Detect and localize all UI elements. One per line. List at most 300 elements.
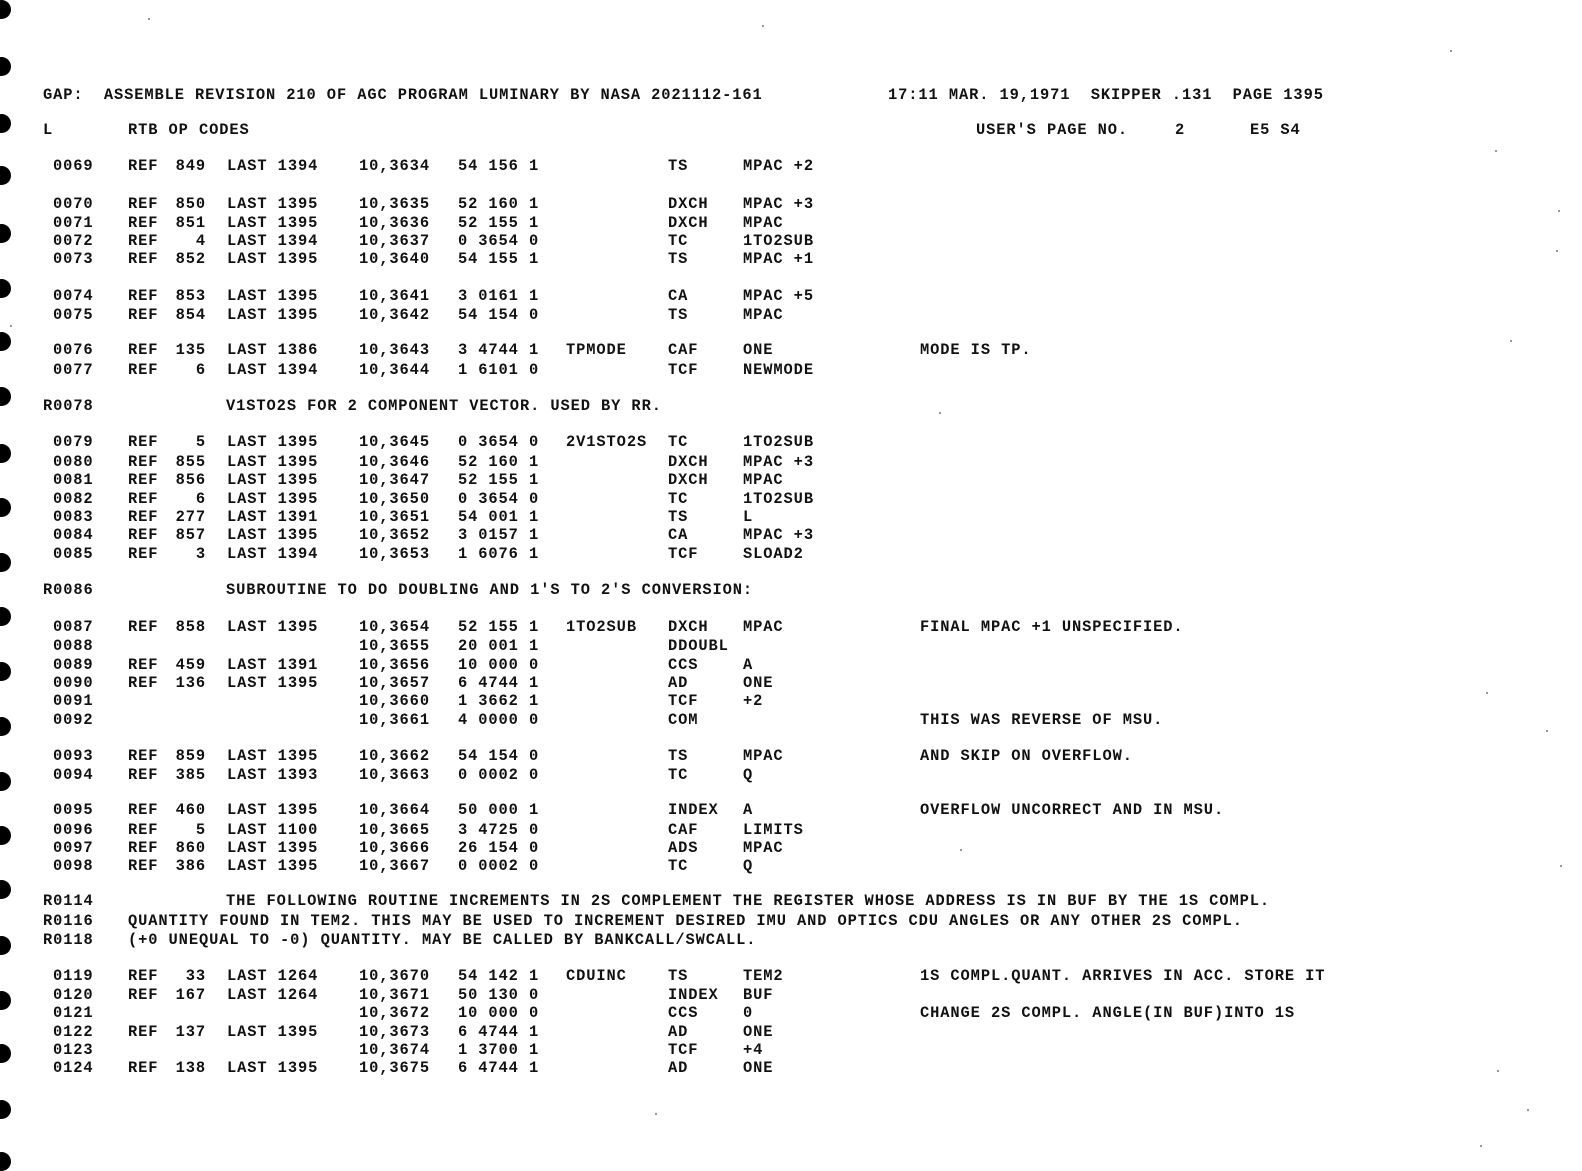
operand: ONE	[743, 1059, 774, 1077]
machine-code: 54 156 1	[458, 157, 540, 175]
last-page: LAST 1395	[227, 287, 319, 305]
subheader-marker: L	[43, 121, 54, 139]
address: 10,3653	[359, 545, 430, 563]
ref-number: 856	[175, 471, 206, 489]
address: 10,3640	[359, 250, 430, 268]
opcode: DXCH	[668, 471, 709, 489]
operand: MPAC +5	[743, 287, 814, 305]
listing-line	[0, 306, 1582, 324]
opcode: CAF	[668, 821, 699, 839]
line-number: 0097	[53, 839, 94, 857]
last-page: LAST 1395	[227, 1059, 319, 1077]
opcode: AD	[668, 1023, 689, 1041]
operand: MPAC	[743, 747, 784, 765]
opcode: DDOUBL	[668, 637, 729, 655]
line-number: 0121	[53, 1004, 94, 1022]
ref-number: 137	[175, 1023, 206, 1041]
address: 10,3643	[359, 341, 430, 359]
line-number: 0070	[53, 195, 94, 213]
line-number: 0087	[53, 618, 94, 636]
punch-hole	[0, 1100, 11, 1119]
ref-number: 135	[175, 341, 206, 359]
scan-speck	[10, 325, 12, 327]
operand: ONE	[743, 1023, 774, 1041]
last-page: LAST 1394	[227, 545, 319, 563]
last-page: LAST 1394	[227, 361, 319, 379]
listing-line	[0, 711, 1582, 729]
label: TPMODE	[566, 341, 627, 359]
ref-keyword: REF	[128, 195, 159, 213]
last-page: LAST 1395	[227, 250, 319, 268]
last-page: LAST 1395	[227, 433, 319, 451]
opcode: TS	[668, 157, 689, 175]
line-number: 0088	[53, 637, 94, 655]
ref-keyword: REF	[128, 986, 159, 1004]
operand: Q	[743, 857, 754, 875]
ref-keyword: REF	[128, 157, 159, 175]
last-page: LAST 1393	[227, 766, 319, 784]
address: 10,3664	[359, 801, 430, 819]
listing-line	[0, 747, 1582, 765]
machine-code: 52 155 1	[458, 214, 540, 232]
remark-line	[0, 397, 1582, 415]
ref-number: 852	[175, 250, 206, 268]
opcode: DXCH	[668, 618, 709, 636]
machine-code: 54 154 0	[458, 747, 540, 765]
opcode: TS	[668, 306, 689, 324]
ref-keyword: REF	[128, 618, 159, 636]
machine-code: 0 3654 0	[458, 232, 540, 250]
listing-line	[0, 453, 1582, 471]
address: 10,3642	[359, 306, 430, 324]
address: 10,3645	[359, 433, 430, 451]
last-page: LAST 1395	[227, 857, 319, 875]
scan-speck	[148, 18, 150, 20]
listing-line	[0, 508, 1582, 526]
punch-hole	[0, 0, 11, 19]
line-number: 0119	[53, 967, 94, 985]
opcode: TC	[668, 766, 689, 784]
address: 10,3647	[359, 471, 430, 489]
ref-number: 5	[195, 821, 206, 839]
ref-keyword: REF	[128, 453, 159, 471]
listing-line	[0, 287, 1582, 305]
line-number: 0079	[53, 433, 94, 451]
opcode: TC	[668, 232, 689, 250]
operand: NEWMODE	[743, 361, 814, 379]
address: 10,3670	[359, 967, 430, 985]
listing-line	[0, 361, 1582, 379]
operand: ONE	[743, 674, 774, 692]
ref-keyword: REF	[128, 341, 159, 359]
operand: +4	[743, 1041, 764, 1059]
machine-code: 1 6076 1	[458, 545, 540, 563]
ref-number: 4	[195, 232, 206, 250]
opcode: DXCH	[668, 453, 709, 471]
remark-text: QUANTITY FOUND IN TEM2. THIS MAY BE USED TO INCREMENT DESIRED IMU AND OPTICS CDU ANGLES OR ANY OTHER 2S COMPL.	[128, 912, 1243, 930]
opcode: TC	[668, 490, 689, 508]
ref-number: 167	[175, 986, 206, 1004]
last-page: LAST 1395	[227, 195, 319, 213]
last-page: LAST 1394	[227, 157, 319, 175]
scan-speck	[1480, 1145, 1482, 1147]
address: 10,3675	[359, 1059, 430, 1077]
machine-code: 0 3654 0	[458, 433, 540, 451]
line-number: 0081	[53, 471, 94, 489]
last-page: LAST 1264	[227, 967, 319, 985]
remark-text: V1STO2S FOR 2 COMPONENT VECTOR. USED BY RR.	[226, 397, 662, 415]
comment: THIS WAS REVERSE OF MSU.	[920, 711, 1164, 729]
last-page: LAST 1394	[227, 232, 319, 250]
ref-number: 858	[175, 618, 206, 636]
remark-line	[0, 581, 1582, 599]
machine-code: 3 0161 1	[458, 287, 540, 305]
ref-keyword: REF	[128, 250, 159, 268]
ref-keyword: REF	[128, 471, 159, 489]
opcode: AD	[668, 1059, 689, 1077]
listing-line	[0, 674, 1582, 692]
line-number: 0075	[53, 306, 94, 324]
line-number: 0124	[53, 1059, 94, 1077]
address: 10,3657	[359, 674, 430, 692]
machine-code: 0 3654 0	[458, 490, 540, 508]
operand: 1TO2SUB	[743, 232, 814, 250]
ref-number: 6	[195, 490, 206, 508]
opcode: TCF	[668, 692, 699, 710]
section-title: RTB OP CODES	[128, 121, 250, 139]
machine-code: 54 154 0	[458, 306, 540, 324]
ref-keyword: REF	[128, 545, 159, 563]
address: 10,3636	[359, 214, 430, 232]
listing-line	[0, 1059, 1582, 1077]
last-page: LAST 1395	[227, 306, 319, 324]
remark-number: R0118	[43, 931, 94, 949]
line-number: 0073	[53, 250, 94, 268]
address: 10,3660	[359, 692, 430, 710]
address: 10,3666	[359, 839, 430, 857]
line-number: 0096	[53, 821, 94, 839]
line-number: 0072	[53, 232, 94, 250]
ref-keyword: REF	[128, 490, 159, 508]
last-page: LAST 1395	[227, 674, 319, 692]
ref-number: 459	[175, 656, 206, 674]
remark-number: R0116	[43, 912, 94, 930]
scan-speck	[1450, 50, 1452, 52]
machine-code: 20 001 1	[458, 637, 540, 655]
operand: MPAC	[743, 306, 784, 324]
last-page: LAST 1395	[227, 453, 319, 471]
machine-code: 1 3700 1	[458, 1041, 540, 1059]
ref-number: 855	[175, 453, 206, 471]
machine-code: 50 130 0	[458, 986, 540, 1004]
address: 10,3671	[359, 986, 430, 1004]
ref-number: 853	[175, 287, 206, 305]
listing-line	[0, 433, 1582, 451]
operand: ONE	[743, 341, 774, 359]
machine-code: 54 142 1	[458, 967, 540, 985]
line-number: 0094	[53, 766, 94, 784]
listing-line	[0, 250, 1582, 268]
remark-line	[0, 892, 1582, 910]
ref-number: 277	[175, 508, 206, 526]
operand: MPAC	[743, 839, 784, 857]
ref-keyword: REF	[128, 433, 159, 451]
line-number: 0080	[53, 453, 94, 471]
listing-line	[0, 656, 1582, 674]
machine-code: 52 155 1	[458, 471, 540, 489]
comment: FINAL MPAC +1 UNSPECIFIED.	[920, 618, 1184, 636]
last-page: LAST 1395	[227, 618, 319, 636]
line-number: 0083	[53, 508, 94, 526]
line-number: 0093	[53, 747, 94, 765]
comment: MODE IS TP.	[920, 341, 1032, 359]
line-number: 0082	[53, 490, 94, 508]
address: 10,3641	[359, 287, 430, 305]
opcode: TCF	[668, 1041, 699, 1059]
opcode: CCS	[668, 1004, 699, 1022]
listing-line	[0, 195, 1582, 213]
scan-speck	[1495, 150, 1497, 152]
ref-number: 33	[185, 967, 206, 985]
address: 10,3662	[359, 747, 430, 765]
ref-keyword: REF	[128, 821, 159, 839]
machine-code: 10 000 0	[458, 1004, 540, 1022]
ref-keyword: REF	[128, 839, 159, 857]
scan-speck	[1527, 1109, 1529, 1111]
address: 10,3635	[359, 195, 430, 213]
page-header	[0, 86, 1582, 104]
line-number: 0098	[53, 857, 94, 875]
comment: 1S COMPL.QUANT. ARRIVES IN ACC. STORE IT	[920, 967, 1326, 985]
ref-number: 850	[175, 195, 206, 213]
ref-keyword: REF	[128, 674, 159, 692]
machine-code: 6 4744 1	[458, 1059, 540, 1077]
line-number: 0095	[53, 801, 94, 819]
listing-line	[0, 692, 1582, 710]
operand: +2	[743, 692, 764, 710]
address: 10,3667	[359, 857, 430, 875]
listing-line	[0, 766, 1582, 784]
opcode: TS	[668, 747, 689, 765]
machine-code: 54 155 1	[458, 250, 540, 268]
remark-number: R0086	[43, 581, 94, 599]
line-number: 0084	[53, 526, 94, 544]
opcode: TS	[668, 508, 689, 526]
address: 10,3674	[359, 1041, 430, 1059]
operand: MPAC +3	[743, 195, 814, 213]
comment: AND SKIP ON OVERFLOW.	[920, 747, 1133, 765]
ref-keyword: REF	[128, 1059, 159, 1077]
scan-speck	[655, 1113, 657, 1115]
listing-line	[0, 1041, 1582, 1059]
machine-code: 3 0157 1	[458, 526, 540, 544]
opcode: ADS	[668, 839, 699, 857]
last-page: LAST 1395	[227, 214, 319, 232]
address: 10,3646	[359, 453, 430, 471]
address: 10,3672	[359, 1004, 430, 1022]
address: 10,3673	[359, 1023, 430, 1041]
label: CDUINC	[566, 967, 627, 985]
scan-speck	[762, 25, 764, 27]
punch-hole	[0, 57, 11, 76]
opcode: TC	[668, 857, 689, 875]
ref-number: 860	[175, 839, 206, 857]
operand: MPAC	[743, 471, 784, 489]
listing-line	[0, 471, 1582, 489]
address: 10,3644	[359, 361, 430, 379]
last-page: LAST 1395	[227, 747, 319, 765]
line-number: 0074	[53, 287, 94, 305]
last-page: LAST 1395	[227, 1023, 319, 1041]
remark-text: THE FOLLOWING ROUTINE INCREMENTS IN 2S COMPLEMENT THE REGISTER WHOSE ADDRESS IS IN BUF BY THE 1S COMPL.	[226, 892, 1270, 910]
opcode: CA	[668, 287, 689, 305]
line-number: 0071	[53, 214, 94, 232]
operand: MPAC	[743, 618, 784, 636]
ref-keyword: REF	[128, 1023, 159, 1041]
listing-line	[0, 821, 1582, 839]
remark-line	[0, 912, 1582, 930]
user-page-label: USER'S PAGE NO.	[976, 121, 1129, 139]
opcode: TCF	[668, 361, 699, 379]
ref-keyword: REF	[128, 526, 159, 544]
listing-line	[0, 618, 1582, 636]
machine-code: 0 0002 0	[458, 766, 540, 784]
operand: 1TO2SUB	[743, 433, 814, 451]
ref-number: 5	[195, 433, 206, 451]
address: 10,3654	[359, 618, 430, 636]
last-page: LAST 1395	[227, 526, 319, 544]
last-page: LAST 1391	[227, 656, 319, 674]
operand: TEM2	[743, 967, 784, 985]
address: 10,3651	[359, 508, 430, 526]
last-page: LAST 1395	[227, 490, 319, 508]
ref-number: 460	[175, 801, 206, 819]
listing-line	[0, 967, 1582, 985]
opcode: INDEX	[668, 986, 719, 1004]
opcode: TC	[668, 433, 689, 451]
ref-keyword: REF	[128, 656, 159, 674]
ref-number: 385	[175, 766, 206, 784]
last-page: LAST 1391	[227, 508, 319, 526]
operand: Q	[743, 766, 754, 784]
ref-keyword: REF	[128, 214, 159, 232]
operand: 0	[743, 1004, 754, 1022]
line-number: 0089	[53, 656, 94, 674]
listing-line	[0, 545, 1582, 563]
listing-line	[0, 857, 1582, 875]
machine-code: 54 001 1	[458, 508, 540, 526]
last-page: LAST 1395	[227, 839, 319, 857]
ref-number: 849	[175, 157, 206, 175]
machine-code: 3 4725 0	[458, 821, 540, 839]
machine-code: 1 3662 1	[458, 692, 540, 710]
listing-line	[0, 526, 1582, 544]
ref-keyword: REF	[128, 361, 159, 379]
machine-code: 1 6101 0	[458, 361, 540, 379]
machine-code: 26 154 0	[458, 839, 540, 857]
header-left: GAP: ASSEMBLE REVISION 210 OF AGC PROGRAM LUMINARY BY NASA 2021112-161	[43, 86, 763, 104]
listing-line	[0, 1023, 1582, 1041]
operand: 1TO2SUB	[743, 490, 814, 508]
user-page-value: 2	[1175, 121, 1186, 139]
opcode: COM	[668, 711, 699, 729]
ref-number: 138	[175, 1059, 206, 1077]
machine-code: 52 160 1	[458, 195, 540, 213]
machine-code: 4 0000 0	[458, 711, 540, 729]
ref-number: 6	[195, 361, 206, 379]
operand: A	[743, 801, 754, 819]
operand: L	[743, 508, 754, 526]
listing-line	[0, 341, 1582, 359]
operand: MPAC	[743, 214, 784, 232]
address: 10,3652	[359, 526, 430, 544]
address: 10,3661	[359, 711, 430, 729]
comment: CHANGE 2S COMPL. ANGLE(IN BUF)INTO 1S	[920, 1004, 1296, 1022]
scan-speck	[1546, 730, 1548, 732]
line-number: 0092	[53, 711, 94, 729]
machine-code: 6 4744 1	[458, 674, 540, 692]
machine-code: 0 0002 0	[458, 857, 540, 875]
last-page: LAST 1264	[227, 986, 319, 1004]
address: 10,3665	[359, 821, 430, 839]
listing-line	[0, 214, 1582, 232]
ref-keyword: REF	[128, 508, 159, 526]
remark-number: R0078	[43, 397, 94, 415]
last-page: LAST 1395	[227, 471, 319, 489]
remark-text: (+0 UNEQUAL TO -0) QUANTITY. MAY BE CALLED BY BANKCALL/SWCALL.	[128, 931, 757, 949]
machine-code: 52 155 1	[458, 618, 540, 636]
opcode: INDEX	[668, 801, 719, 819]
machine-code: 6 4744 1	[458, 1023, 540, 1041]
address: 10,3656	[359, 656, 430, 674]
machine-code: 10 000 0	[458, 656, 540, 674]
opcode: AD	[668, 674, 689, 692]
last-page: LAST 1386	[227, 341, 319, 359]
line-number: 0090	[53, 674, 94, 692]
line-number: 0077	[53, 361, 94, 379]
ref-number: 386	[175, 857, 206, 875]
punch-hole	[0, 1152, 11, 1171]
header-right: 17:11 MAR. 19,1971 SKIPPER .131 PAGE 1395	[888, 86, 1324, 104]
line-number: 0123	[53, 1041, 94, 1059]
subheader-code: E5 S4	[1250, 121, 1301, 139]
line-number: 0069	[53, 157, 94, 175]
ref-keyword: REF	[128, 287, 159, 305]
last-page: LAST 1395	[227, 801, 319, 819]
ref-number: 854	[175, 306, 206, 324]
opcode: DXCH	[668, 195, 709, 213]
operand: LIMITS	[743, 821, 804, 839]
ref-keyword: REF	[128, 857, 159, 875]
remark-number: R0114	[43, 892, 94, 910]
ref-number: 3	[195, 545, 206, 563]
operand: MPAC +3	[743, 453, 814, 471]
ref-keyword: REF	[128, 232, 159, 250]
line-number: 0120	[53, 986, 94, 1004]
page-subheader	[0, 121, 1582, 139]
address: 10,3637	[359, 232, 430, 250]
comment: OVERFLOW UNCORRECT AND IN MSU.	[920, 801, 1225, 819]
label: 1TO2SUB	[566, 618, 637, 636]
label: 2V1STO2S	[566, 433, 648, 451]
opcode: TS	[668, 967, 689, 985]
listing-line	[0, 1004, 1582, 1022]
address: 10,3650	[359, 490, 430, 508]
ref-keyword: REF	[128, 747, 159, 765]
machine-code: 3 4744 1	[458, 341, 540, 359]
ref-number: 851	[175, 214, 206, 232]
opcode: DXCH	[668, 214, 709, 232]
